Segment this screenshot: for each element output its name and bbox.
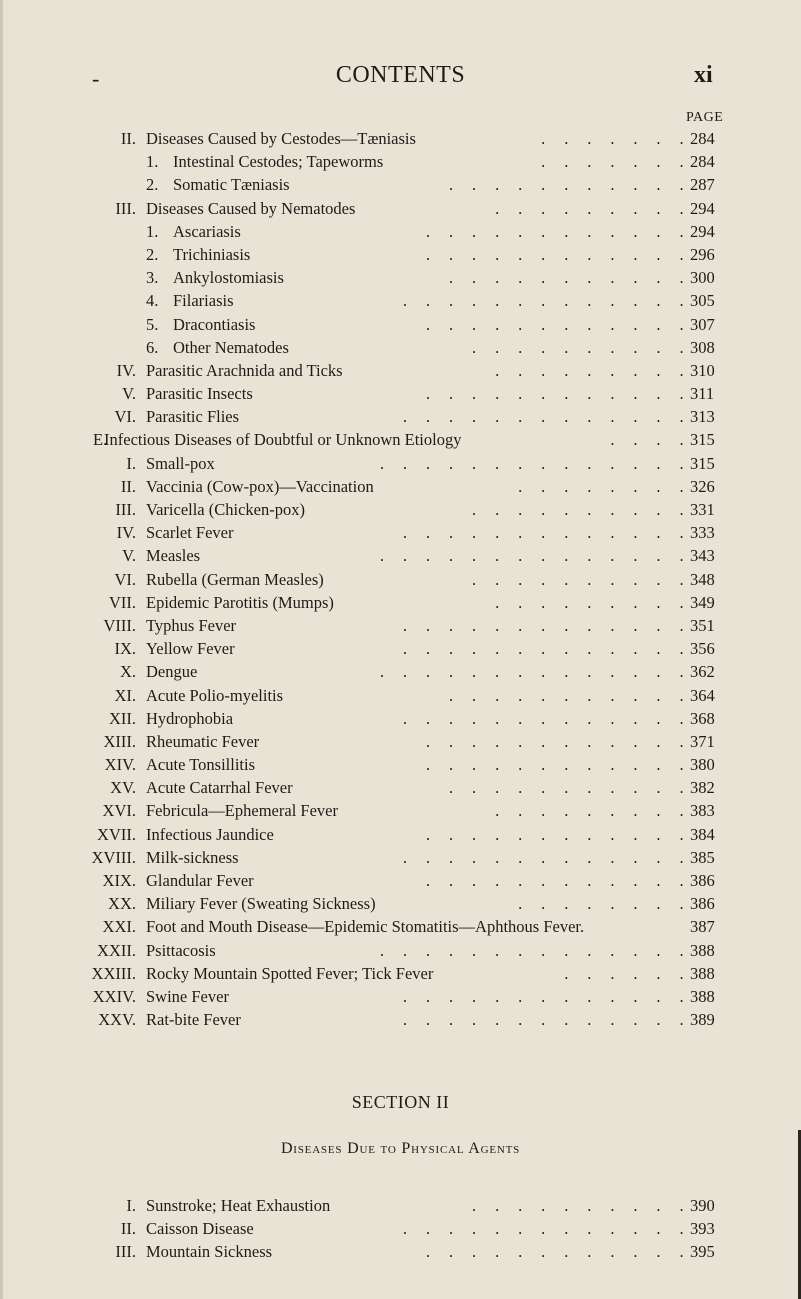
toc-entry-title: Rubella (German Measles) [146, 569, 324, 589]
toc-entry-number: XXV. [98, 1010, 136, 1030]
toc-entry-page: 371 [690, 731, 715, 751]
section-subtitle: Diseases Due to Physical Agents [280, 1140, 521, 1157]
toc-row [0, 776, 801, 799]
toc-entry-page: 284 [690, 129, 715, 148]
toc-row [0, 382, 801, 405]
dot-leader: . . . . . . . . . . . . . [402, 986, 691, 1006]
toc-entry-title: Miliary Fever (Sweating Sickness) [146, 894, 376, 914]
toc-entry-number: VII. [108, 592, 136, 612]
toc-entry-title: Diseases Caused by Nematodes [146, 198, 356, 218]
dot-leader: . . . . . . [564, 963, 691, 983]
toc-row [0, 985, 801, 1008]
page-column-label: PAGE [686, 110, 724, 125]
toc-entry-title: Parasitic Flies [146, 407, 240, 427]
toc-entry-page: 364 [690, 685, 715, 705]
toc-row [0, 939, 801, 962]
dot-leader: . . . . . . . . . . . . . [402, 407, 691, 427]
dot-leader: . . . . . . . . . . . [448, 175, 691, 195]
dot-leader: . . . . [610, 430, 691, 450]
toc-entry-title: Febricula—Ephemeral Fever [146, 801, 338, 821]
toc-row [0, 753, 801, 776]
dot-leader: . . . . . . . . . . . . [425, 824, 691, 844]
toc-entry-title: Parasitic Arachnida and Ticks [146, 360, 343, 380]
section-heading: SECTION II [351, 1092, 450, 1112]
dot-leader: . . . . . . . . . [495, 801, 691, 821]
toc-row [0, 127, 801, 150]
toc-entry-number: 4. [146, 291, 159, 311]
toc-entry-number: V. [122, 384, 136, 404]
toc-row [0, 243, 801, 266]
toc-entry-page: 388 [690, 963, 715, 983]
toc-entry-title: Milk-sickness [146, 847, 239, 867]
toc-entry-number: IX. [114, 639, 136, 659]
toc-entry-title: Sunstroke; Heat Exhaustion [146, 1196, 331, 1215]
toc-entry-number: I. [126, 1196, 136, 1215]
toc-row [0, 452, 801, 475]
toc-entry-number: 6. [146, 337, 159, 357]
toc-entry-page: 326 [690, 476, 715, 496]
toc-entry-page: 368 [690, 708, 715, 728]
toc-entry-title: Acute Catarrhal Fever [146, 778, 293, 798]
dot-leader: . . . . . . . . . . . . . [402, 639, 691, 659]
toc-entry-page: 387 [690, 917, 715, 937]
dot-leader: . . . . . . . . . . . . . . [379, 453, 691, 473]
toc-entry-title: Infectious Diseases of Doubtful or Unknown Etiology [104, 430, 462, 450]
toc-entry-page: 386 [690, 894, 715, 914]
toc-row [0, 892, 801, 915]
toc-entry-page: 333 [690, 523, 715, 543]
toc-entry-number: XIII. [103, 731, 136, 751]
toc-entry-number: XX. [108, 894, 136, 914]
dot-leader: . . . . . . . . . [495, 198, 691, 218]
toc-entry-number: III. [115, 500, 136, 519]
toc-entry-page: 348 [690, 569, 715, 589]
page-folio: xi [694, 62, 713, 88]
toc-entry-title: Acute Polio-myelitis [146, 685, 284, 705]
toc-row [0, 823, 801, 846]
toc-entry-title: Yellow Fever [146, 639, 235, 659]
toc-entry-page: 384 [690, 824, 715, 844]
dot-leader: . . . . . . . . . . . . [425, 871, 691, 890]
page-title: CONTENTS [335, 62, 466, 88]
toc-entry-page: 382 [690, 778, 715, 798]
toc-row [0, 475, 801, 498]
toc-entry-page: 351 [690, 615, 715, 635]
dot-leader: . . . . . . . . . . . . . . [379, 546, 691, 566]
toc-entry-page: 380 [690, 755, 715, 775]
toc-entry-page: 349 [690, 592, 715, 612]
toc-entry-title: Acute Tonsillitis [146, 755, 255, 775]
dot-leader: . . . . . . . [541, 129, 691, 148]
toc-entry-title: Psittacosis [146, 940, 216, 960]
toc-entry-page: 362 [690, 662, 715, 682]
dot-leader: . . . . . . . . . . . . [425, 731, 691, 751]
toc-entry-number: 1. [146, 221, 159, 241]
toc-entry-page: 343 [690, 546, 715, 566]
toc-entry-page: 356 [690, 639, 715, 659]
toc-row [0, 799, 801, 822]
toc-row [0, 660, 801, 683]
toc-entry-page: 308 [690, 337, 715, 357]
toc-row [0, 359, 801, 382]
toc-entry-number: III. [115, 1242, 136, 1262]
dot-leader: . . . . . . . . . . . . [425, 314, 691, 334]
dot-leader: . . . . . . . . . . . . . [402, 615, 691, 635]
toc-entry-title: Ankylostomiasis [173, 268, 284, 288]
toc-entry-title: Epidemic Parotitis (Mumps) [146, 592, 334, 612]
toc-entry-number: I. [126, 453, 136, 473]
toc-row [0, 220, 801, 243]
toc-entry-title: Glandular Fever [146, 871, 254, 890]
toc-row [0, 915, 801, 938]
toc-entry-page: 284 [690, 152, 715, 172]
dot-leader: . . . . . . . . . . . . [425, 384, 691, 404]
toc-entry-number: XI. [114, 685, 136, 705]
toc-entry-page: 388 [690, 986, 715, 1006]
toc-entry-title: Caisson Disease [146, 1219, 254, 1239]
dot-leader: . . . . . . . . . . [472, 337, 691, 357]
toc-entry-page: 315 [690, 430, 715, 450]
dot-leader: . . . . . . . . . . . [448, 778, 691, 798]
toc-entry-number: XXII. [97, 940, 136, 960]
dot-leader: . . . . . . . . . . . . . . [379, 940, 691, 960]
toc-entry-title: Dracontiasis [173, 314, 256, 334]
toc-entry-number: XVIII. [91, 847, 136, 867]
dot-leader: . . . . . . . . [518, 476, 691, 496]
toc-entry-title: Rat-bite Fever [146, 1010, 241, 1030]
dot-leader: . . . . . . . . . . [472, 500, 691, 519]
toc-entry-page: 331 [690, 500, 715, 519]
toc-entry-number: XII. [108, 708, 136, 728]
toc-entry-page: 389 [690, 1010, 715, 1030]
toc-entry-number: IV. [116, 523, 136, 543]
toc-entry-number: VIII. [103, 615, 136, 635]
toc-entry-number: VI. [114, 407, 136, 427]
toc-row [0, 336, 801, 359]
toc-row [0, 521, 801, 544]
toc-entry-title: Infectious Jaundice [146, 824, 274, 844]
toc-row [0, 266, 801, 289]
toc-entry-title: Measles [146, 546, 201, 566]
dot-leader: . . . . . . . [541, 152, 691, 172]
section-contents-list [0, 1194, 801, 1264]
dot-leader: . . . . . . . . . . . . . [402, 847, 691, 867]
toc-row [0, 197, 801, 220]
dot-leader: . . . . . . . . . . . . . . [379, 662, 691, 682]
toc-row [0, 173, 801, 196]
toc-entry-title: Typhus Fever [146, 615, 237, 635]
toc-entry-number: X. [119, 662, 136, 682]
toc-row [0, 313, 801, 336]
toc-row [0, 1194, 801, 1217]
toc-entry-title: Varicella (Chicken-pox) [146, 500, 305, 519]
dot-leader: . . . . . . . . . [495, 360, 691, 380]
toc-entry-title: Parasitic Insects [146, 384, 253, 404]
toc-entry-title: Diseases Caused by Cestodes—Tæniasis [146, 129, 416, 148]
toc-entry-title: Dengue [146, 662, 198, 682]
toc-entry-number: II. [120, 1219, 136, 1239]
toc-entry-page: 310 [690, 360, 715, 380]
dot-leader: . . . . . . . . . . . [448, 268, 691, 288]
toc-entry-title: Small-pox [146, 453, 215, 473]
toc-entry-page: 395 [690, 1242, 715, 1262]
toc-entry-number: XXI. [102, 917, 136, 937]
toc-entry-page: 300 [690, 268, 715, 288]
contents-list [0, 127, 801, 1031]
dot-leader: . . . . . . . . . . . . . [402, 291, 691, 311]
toc-entry-number: XXIV. [92, 986, 136, 1006]
toc-entry-title: Hydrophobia [146, 708, 234, 728]
toc-entry-page: 294 [690, 221, 715, 241]
toc-entry-title: Scarlet Fever [146, 523, 234, 543]
toc-entry-page: 383 [690, 801, 715, 821]
dot-leader: . . . . . . . . [518, 894, 691, 914]
toc-entry-page: 311 [690, 384, 715, 404]
toc-entry-number: XIX. [102, 871, 136, 890]
dot-leader: . . . . . . . . . . . . . [402, 1219, 691, 1239]
toc-entry-title: Filariasis [173, 291, 234, 311]
dot-leader: . . . . . . . . . . [472, 569, 691, 589]
dot-leader: . . . . . . . . . . . . [425, 244, 691, 264]
toc-entry-title: Somatic Tæniasis [173, 175, 290, 195]
toc-entry-number: 3. [146, 268, 159, 288]
dot-leader: . . . . . . . . . . . [448, 685, 691, 705]
toc-entry-title: Mountain Sickness [146, 1242, 273, 1262]
running-head-dash: - [92, 66, 100, 91]
toc-row [0, 289, 801, 312]
toc-entry-page: 393 [690, 1219, 715, 1239]
toc-entry-page: 307 [690, 314, 715, 334]
toc-entry-number: IV. [116, 360, 136, 380]
toc-row [0, 498, 801, 521]
toc-row [0, 591, 801, 614]
dot-leader: . . . . . . . . . . . . . [402, 523, 691, 543]
toc-row [0, 846, 801, 869]
toc-row [0, 707, 801, 730]
toc-entry-title: Trichiniasis [173, 244, 251, 264]
toc-entry-number: XVI. [102, 801, 136, 821]
toc-entry-page: 315 [690, 453, 715, 473]
toc-entry-number: XV. [110, 778, 136, 798]
toc-entry-page: 390 [690, 1196, 715, 1215]
toc-entry-title: Swine Fever [146, 986, 229, 1006]
toc-row [0, 544, 801, 567]
toc-entry-number: 1. [146, 152, 159, 172]
toc-entry-page: 296 [690, 244, 715, 264]
toc-row [0, 1008, 801, 1031]
toc-entry-page: 386 [690, 871, 715, 890]
toc-row [0, 150, 801, 173]
toc-row [0, 1240, 801, 1263]
toc-row [0, 428, 801, 451]
dot-leader: . . . . . . . . . [495, 592, 691, 612]
toc-row [0, 730, 801, 753]
dot-leader: . . . . . . . . . . . . [425, 1242, 691, 1262]
toc-entry-title: Rheumatic Fever [146, 731, 260, 751]
toc-entry-number: VI. [114, 569, 136, 589]
toc-entry-number: II. [120, 476, 136, 496]
toc-entry-number: XIV. [104, 755, 136, 775]
dot-leader: . . . . . . . . . . . . [425, 755, 691, 775]
toc-entry-page: 294 [690, 198, 715, 218]
toc-entry-title: Foot and Mouth Disease—Epidemic Stomatitis—Aphthous Fever. [146, 917, 585, 937]
toc-row [0, 1217, 801, 1240]
toc-entry-title: Intestinal Cestodes; Tapeworms [173, 152, 384, 172]
toc-entry-page: 313 [690, 407, 715, 427]
toc-entry-title: Other Nematodes [173, 337, 289, 357]
toc-entry-number: E. [93, 430, 108, 450]
toc-row [0, 568, 801, 591]
toc-entry-title: Ascariasis [173, 221, 241, 241]
toc-entry-number: 2. [146, 175, 159, 195]
toc-row [0, 869, 801, 892]
toc-entry-page: 385 [690, 847, 715, 867]
toc-row [0, 962, 801, 985]
dot-leader: . . . . . . . . . . . . [425, 221, 691, 241]
running-head [0, 62, 801, 92]
dot-leader: . . . . . . . . . . . . . [402, 1010, 691, 1030]
toc-entry-page: 388 [690, 940, 715, 960]
toc-row [0, 405, 801, 428]
toc-entry-number: II. [120, 129, 136, 148]
toc-entry-title: Rocky Mountain Spotted Fever; Tick Fever [146, 963, 434, 983]
toc-entry-title: Vaccinia (Cow-pox)—Vaccination [146, 476, 374, 496]
toc-entry-number: III. [115, 198, 136, 218]
dot-leader: . . . . . . . . . . [472, 1196, 691, 1215]
toc-row [0, 637, 801, 660]
toc-entry-number: 2. [146, 244, 159, 264]
toc-entry-page: 305 [690, 291, 715, 311]
toc-entry-number: V. [122, 546, 136, 566]
toc-entry-number: 5. [146, 314, 159, 334]
toc-entry-number: XXIII. [91, 963, 136, 983]
dot-leader: . . . . . . . . . . . . . [402, 708, 691, 728]
toc-row [0, 614, 801, 637]
toc-entry-page: 287 [690, 175, 715, 195]
toc-entry-number: XVII. [97, 824, 136, 844]
toc-row [0, 684, 801, 707]
